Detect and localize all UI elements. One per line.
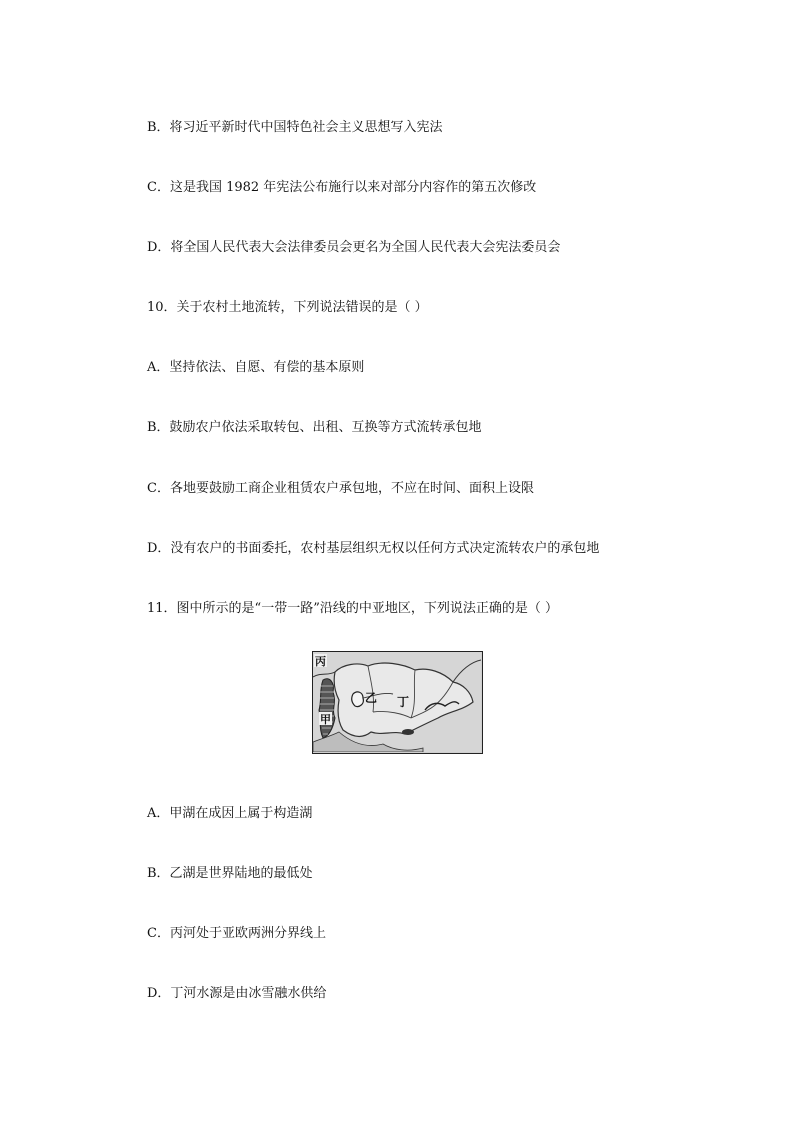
q11-option-a: A．甲湖在成因上属于构造湖 bbox=[147, 806, 313, 821]
q11-option-b: B．乙湖是世界陆地的最低处 bbox=[147, 866, 313, 881]
label-yi: 乙 bbox=[365, 691, 378, 705]
label-bing: 丙 bbox=[315, 655, 326, 668]
q11-stem: 11．图中所示的是“一带一路”沿线的中亚地区，下列说法正确的是（ ） bbox=[147, 601, 558, 616]
q10-option-d: D．没有农户的书面委托，农村基层组织无权以任何方式决定流转农户的承包地 bbox=[147, 541, 600, 556]
q10-option-a: A．坚持依法、自愿、有偿的基本原则 bbox=[147, 360, 365, 375]
q10-option-b: B．鼓励农户依法采取转包、出租、互换等方式流转承包地 bbox=[147, 420, 482, 435]
q9-option-d: D．将全国人民代表大会法律委员会更名为全国人民代表大会宪法委员会 bbox=[147, 240, 561, 255]
q11-option-c: C．丙河处于亚欧两洲分界线上 bbox=[147, 926, 326, 941]
q9-option-c: C．这是我国 1982 年宪法公布施行以来对部分内容作的第五次修改 bbox=[147, 180, 537, 195]
q11-option-d: D．丁河水源是由冰雪融水供给 bbox=[147, 986, 327, 1001]
q10-stem: 10．关于农村土地流转，下列说法错误的是（ ） bbox=[147, 300, 428, 315]
q9-option-b: B．将习近平新时代中国特色社会主义思想写入宪法 bbox=[147, 120, 443, 135]
label-jia: 甲 bbox=[320, 713, 331, 726]
aral-sea-yi bbox=[352, 692, 364, 707]
small-lake bbox=[402, 729, 414, 735]
label-ding: 丁 bbox=[397, 695, 410, 709]
q10-option-c: C．各地要鼓励工商企业租赁农户承包地，不应在时间、面积上设限 bbox=[147, 481, 534, 496]
central-asia-map bbox=[312, 651, 483, 754]
